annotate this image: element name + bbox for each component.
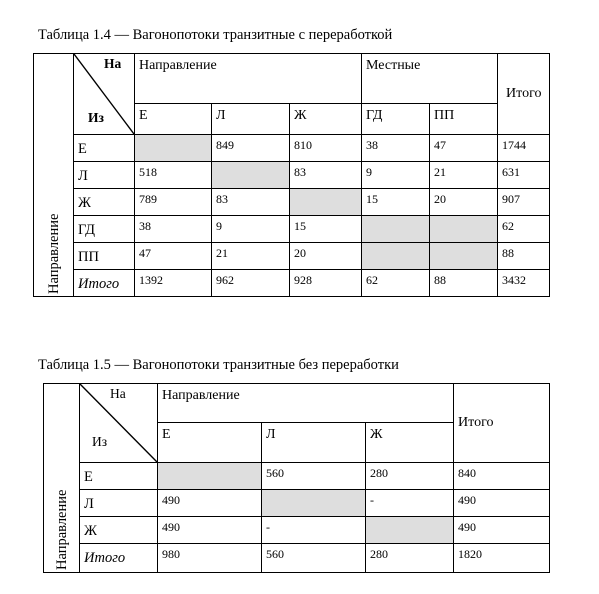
- table1-row: [34, 135, 550, 162]
- table1-cell: 518: [135, 162, 212, 189]
- table2-col-header: Ж: [366, 423, 454, 463]
- table1-corner-to: На: [104, 56, 122, 71]
- table1-row: [34, 216, 550, 243]
- table2-total-row: [44, 544, 550, 573]
- table2-cell: 280: [366, 463, 454, 490]
- table2-total-cell: 280: [366, 544, 454, 573]
- table2-cell: -: [262, 517, 366, 544]
- table1-row-total: 631: [498, 162, 550, 189]
- table1-cell: 849: [212, 135, 290, 162]
- table1-corner-cell: [74, 54, 135, 135]
- table2-col-header: Л: [262, 423, 366, 463]
- table1-side-header: [34, 54, 74, 297]
- table1-total-cell: 928: [290, 270, 362, 297]
- table1-caption: Таблица 1.4 — Вагонопотоки транзитные с переработкой: [38, 27, 393, 43]
- table1-cell: 15: [362, 189, 430, 216]
- table2-row-label: Л: [80, 490, 158, 517]
- table1-cell-empty: [362, 243, 430, 270]
- table1-row-total: 907: [498, 189, 550, 216]
- table1-grand-total: 3432: [498, 270, 550, 297]
- table1-side-label: Направление: [45, 213, 62, 294]
- table2: [43, 383, 550, 573]
- table2-row-total: 840: [454, 463, 550, 490]
- table2-total-label: Итого: [80, 544, 158, 573]
- table1-cell: 789: [135, 189, 212, 216]
- table1-total-cell: 1392: [135, 270, 212, 297]
- table1-total-header: Итого: [498, 54, 550, 135]
- table1-cell: 38: [362, 135, 430, 162]
- table1-col-header: Л: [212, 104, 290, 135]
- table1-group-local: Местные: [362, 54, 498, 104]
- table1-cell: 38: [135, 216, 212, 243]
- table2-cell: 560: [262, 463, 366, 490]
- table1-cell: 83: [290, 162, 362, 189]
- table1-row-label: Е: [74, 135, 135, 162]
- table1-cell: 20: [430, 189, 498, 216]
- table1-col-header: Ж: [290, 104, 362, 135]
- table1-cell-empty: [290, 189, 362, 216]
- table1-total-cell: 962: [212, 270, 290, 297]
- table1-row-total: 62: [498, 216, 550, 243]
- table1-row-total: 88: [498, 243, 550, 270]
- table1-group-direction: Направление: [135, 54, 362, 104]
- table1: [33, 53, 550, 297]
- table2-group-direction: Направление: [158, 384, 454, 423]
- table2-grand-total: 1820: [454, 544, 550, 573]
- table1-cell: 47: [135, 243, 212, 270]
- table2-corner-cell: [80, 384, 158, 463]
- table1-row-label: ПП: [74, 243, 135, 270]
- table1-cell: 21: [212, 243, 290, 270]
- table1-col-header: ГД: [362, 104, 430, 135]
- table1-total-label: Итого: [74, 270, 135, 297]
- table2-row: [44, 517, 550, 544]
- table1-row: [34, 189, 550, 216]
- table1-row-total: 1744: [498, 135, 550, 162]
- table2-cell: 490: [158, 517, 262, 544]
- table2-row-label: Е: [80, 463, 158, 490]
- table1-corner-from: Из: [88, 110, 104, 125]
- table2-cell: -: [366, 490, 454, 517]
- table2-cell-empty: [366, 517, 454, 544]
- table1-row: [34, 243, 550, 270]
- table2-col-header: Е: [158, 423, 262, 463]
- table1-cell: 21: [430, 162, 498, 189]
- table1-cell: 83: [212, 189, 290, 216]
- table2-row-total: 490: [454, 490, 550, 517]
- table1-cell-empty: [362, 216, 430, 243]
- table2-row-total: 490: [454, 517, 550, 544]
- table2-caption: Таблица 1.5 — Вагонопотоки транзитные без переработки: [38, 357, 399, 373]
- table1-row-label: Ж: [74, 189, 135, 216]
- table1-cell: 20: [290, 243, 362, 270]
- table2-corner-to: На: [110, 386, 126, 401]
- table2-cell-empty: [158, 463, 262, 490]
- table1-cell: 9: [362, 162, 430, 189]
- table1-row-label: Л: [74, 162, 135, 189]
- table2-side-label: Направление: [53, 489, 70, 570]
- table2-cell-empty: [262, 490, 366, 517]
- table2-row: [44, 463, 550, 490]
- table1-cell: 15: [290, 216, 362, 243]
- table2-row: [44, 490, 550, 517]
- table2-total-header: Итого: [454, 384, 550, 463]
- table1-total-cell: 62: [362, 270, 430, 297]
- table1-total-cell: 88: [430, 270, 498, 297]
- table1-cell-empty: [212, 162, 290, 189]
- table1-col-header: Е: [135, 104, 212, 135]
- table1-cell: 47: [430, 135, 498, 162]
- table1-cell: 810: [290, 135, 362, 162]
- table1-cell-empty: [430, 243, 498, 270]
- table2-total-cell: 980: [158, 544, 262, 573]
- table2-side-header: [44, 384, 80, 573]
- table1-col-header: ПП: [430, 104, 498, 135]
- table2-row-label: Ж: [80, 517, 158, 544]
- table1-cell-empty: [135, 135, 212, 162]
- table2-corner-from: Из: [92, 434, 108, 449]
- table1-cell: 9: [212, 216, 290, 243]
- table1-row: [34, 162, 550, 189]
- table1-row-label: ГД: [74, 216, 135, 243]
- table2-cell: 490: [158, 490, 262, 517]
- table1-cell-empty: [430, 216, 498, 243]
- table1-total-row: [34, 270, 550, 297]
- table2-total-cell: 560: [262, 544, 366, 573]
